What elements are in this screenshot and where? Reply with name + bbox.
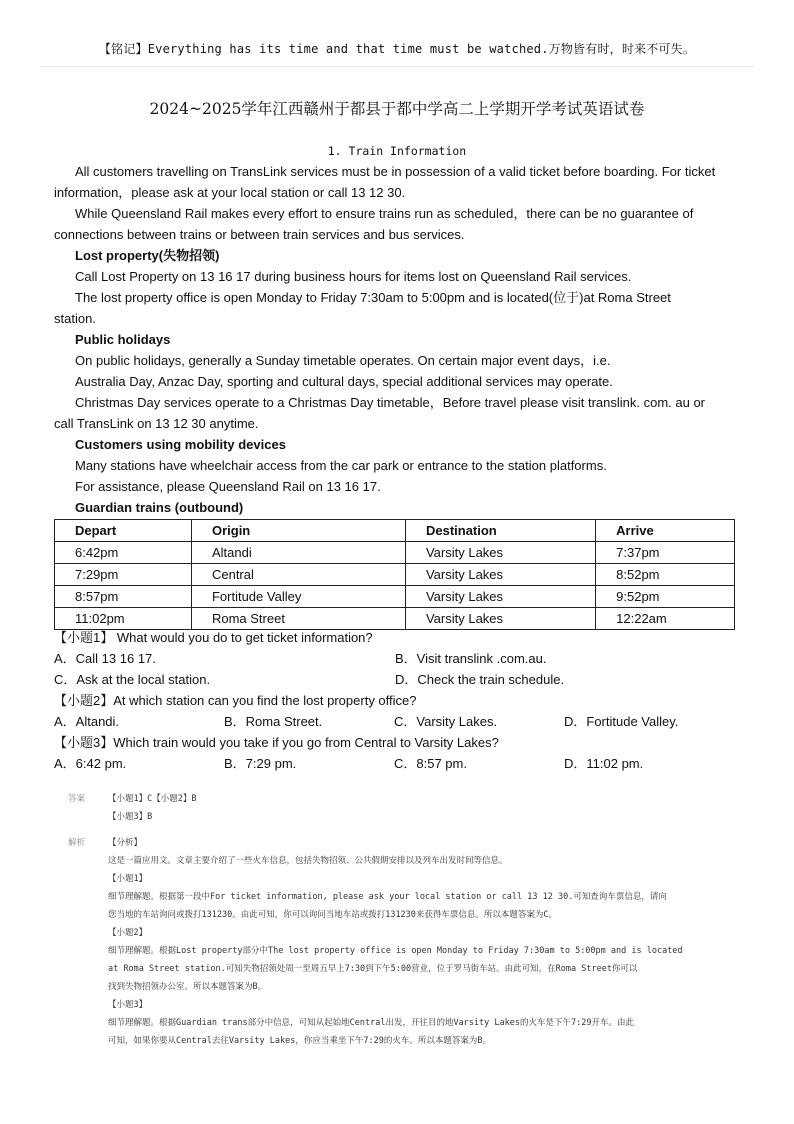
option-b: B．Visit translink .com.au. — [395, 651, 547, 666]
analysis-line: 【小题3】 — [108, 1000, 148, 1010]
paragraph: On public holidays, generally a Sunday timetable operates. On certain major event days，i.e. — [75, 353, 611, 368]
table-cell: Altandi — [191, 542, 405, 564]
question-1: 【小题1】 What would you do to get ticket information? — [54, 630, 373, 645]
table-cell: 11:02pm — [55, 608, 192, 630]
table-cell: Roma Street — [191, 608, 405, 630]
page-title: 2024~2025学年江西赣州于都县于都中学高二上学期开学考试英语试卷 — [149, 100, 645, 118]
column-header: Destination — [405, 520, 595, 542]
analysis-line: 可知，如果你要从Central去往Varsity Lakes，你应当乘坐下午7:29的火车。所以本题答案为B。 — [108, 1036, 491, 1046]
table-cell: 9:52pm — [596, 586, 735, 608]
analysis-body — [108, 852, 738, 1050]
question-2: 【小题2】At which station can you find the lost property office? — [54, 693, 417, 708]
table-cell: Fortitude Valley — [191, 586, 405, 608]
passage-body — [54, 161, 716, 630]
table-cell: Varsity Lakes — [405, 564, 595, 586]
paragraph: While Queensland Rail makes every effort to ensure trains run as scheduled，there can be no guarantee of connections between trains or between train services and bus services. — [54, 206, 694, 242]
analysis-line: 【小题1】 — [108, 874, 148, 884]
paragraph: All customers travelling on TransLink services must be in possession of a valid ticket before boarding. For ticket information，please ask at your local station or call 13 12 30. — [54, 164, 716, 200]
column-header: Origin — [191, 520, 405, 542]
passage-heading: 1. Train Information — [327, 144, 467, 158]
table-row — [55, 564, 735, 586]
header-divider — [40, 66, 754, 67]
analysis-line: 【小题2】 — [108, 928, 148, 938]
option-c: C．Varsity Lakes. — [394, 714, 498, 729]
motto-header: 【铭记】Everything has its time and that time must be watched.万物皆有时，时来不可失。 — [98, 42, 696, 56]
paragraph: Call Lost Property on 13 16 17 during business hours for items lost on Queensland Rail services. — [75, 269, 632, 284]
table-cell: Varsity Lakes — [405, 608, 595, 630]
paragraph: The lost property office is open Monday to Friday 7:30am to 5:00pm and is located(位于)at Roma Street station. — [54, 290, 671, 326]
analysis-block — [68, 834, 738, 852]
answer-line: 【小题1】C【小题2】B — [108, 794, 197, 804]
answer-block — [68, 790, 738, 826]
table-cell: 7:29pm — [55, 564, 192, 586]
table-cell: 8:52pm — [596, 564, 735, 586]
question-3: 【小题3】Which train would you take if you go from Central to Varsity Lakes? — [54, 735, 499, 750]
column-header: Depart — [55, 520, 192, 542]
table-cell: 12:22am — [596, 608, 735, 630]
answer-label: 答案 — [68, 794, 86, 804]
analysis-line: 细节理解题。根据第一段中For ticket information, please ask your local station or call 13 12 30.可知查询车票信息，请向 — [108, 892, 667, 902]
option-d: D．11:02 pm. — [564, 756, 644, 771]
option-d: D．Check the train schedule. — [395, 672, 565, 687]
table-header-row — [55, 520, 735, 542]
analysis-line: 细节理解题。根据Guardian trans部分中信息，可知从起始地Central出发，开往目的地Varsity Lakes的火车是下午7:29开车。由此 — [108, 1018, 634, 1028]
table-cell: 7:37pm — [596, 542, 735, 564]
section-heading-mobility: Customers using mobility devices — [75, 437, 286, 452]
section-heading-lost-property: Lost property(失物招领) — [75, 248, 220, 263]
table-row — [55, 542, 735, 564]
option-b: B．Roma Street. — [224, 714, 323, 729]
question-3-options — [54, 753, 754, 774]
question-1-options — [54, 669, 754, 690]
column-header: Arrive — [596, 520, 735, 542]
paragraph: Australia Day, Anzac Day, sporting and cultural days, special additional services may operate. — [75, 374, 613, 389]
questions-section — [54, 627, 754, 774]
train-timetable — [54, 519, 735, 630]
option-b: B．7:29 pm. — [224, 756, 297, 771]
table-cell: 8:57pm — [55, 586, 192, 608]
analysis-line: 细节理解题。根据Lost property部分中The lost property office is open Monday to Friday 7:30am to 5:00pm and is located — [108, 946, 683, 956]
paragraph: Christmas Day services operate to a Christmas Day timetable，Before travel please visit translink. com. au or call TransLink on 13 12 30 anytime. — [54, 395, 706, 431]
option-d: D．Fortitude Valley. — [564, 714, 679, 729]
paragraph: Many stations have wheelchair access from the car park or entrance to the station platforms. — [75, 458, 607, 473]
analysis-line: 找到失物招领办公室。所以本题答案为B。 — [108, 982, 267, 992]
table-cell: 6:42pm — [55, 542, 192, 564]
table-row — [55, 586, 735, 608]
analysis-line: 您当地的车站询问或拨打131230。由此可知，你可以询问当地车站或拨打131230来获得车票信息。所以本题答案为C。 — [108, 910, 558, 920]
section-heading-guardian-trains: Guardian trains (outbound) — [75, 500, 244, 515]
option-a: A．6:42 pm. — [54, 756, 127, 771]
table-cell: Varsity Lakes — [405, 586, 595, 608]
section-heading-public-holidays: Public holidays — [75, 332, 171, 347]
table-cell: Varsity Lakes — [405, 542, 595, 564]
question-1-options — [54, 648, 754, 669]
analysis-label: 解析 — [68, 838, 86, 848]
option-a: A．Call 13 16 17. — [54, 651, 156, 666]
table-cell: Central — [191, 564, 405, 586]
option-a: A．Altandi. — [54, 714, 120, 729]
analysis-line: 【分析】 — [108, 838, 143, 848]
paragraph: For assistance, please Queensland Rail on 13 16 17. — [75, 479, 381, 494]
answer-line: 【小题3】B — [108, 812, 153, 822]
option-c: C．8:57 pm. — [394, 756, 467, 771]
answer-analysis-section — [68, 790, 738, 1050]
option-c: C．Ask at the local station. — [54, 672, 211, 687]
analysis-line: at Roma Street station.可知失物招领处周一至周五早上7:30到下午5:00营业，位于罗马街车站。由此可知，在Roma Street你可以 — [108, 964, 638, 974]
analysis-line: 这是一篇应用文。文章主要介绍了一些火车信息，包括失物招领、公共假期安排以及列车出发时间等信息。 — [108, 856, 508, 866]
question-2-options — [54, 711, 754, 732]
